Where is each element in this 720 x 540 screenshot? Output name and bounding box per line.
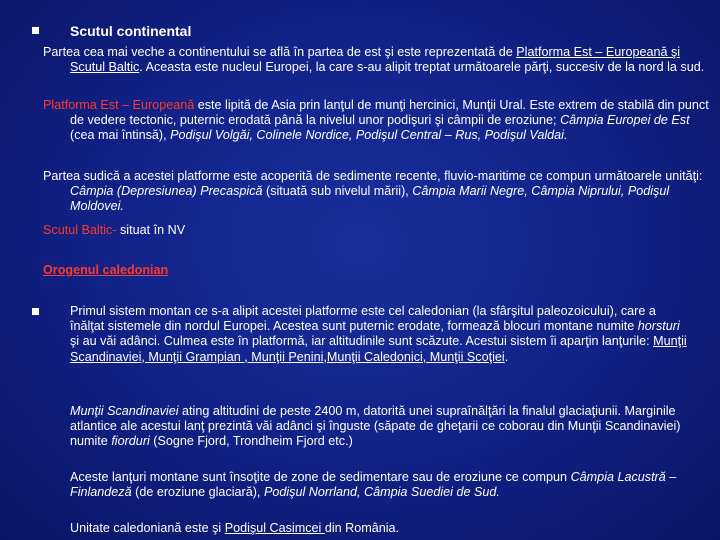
link-munti-caledonieni[interactable]: Munţii Scandinaviei, Munţii Grampian , Munţii Penini,Munţii Caledonici, Munţii Scoţiei [70, 334, 687, 364]
link-podisul-casimcei[interactable]: Podişul Casimcei [224, 521, 325, 535]
link-platforma-scutul[interactable]: Platforma Est – Europeană şi Scutul Baltic [70, 45, 681, 75]
paragraph-scutul-baltic [43, 223, 688, 238]
paragraph-partea-sudica [43, 169, 715, 215]
italic-term: fiorduri [111, 434, 150, 449]
italic-term: Câmpia Europei de Est [560, 113, 690, 128]
italic-term: Munţii Scandinaviei [70, 404, 179, 418]
text-segment: (de eroziune glaciară), [131, 485, 264, 500]
paragraph-podisul-casimcei [70, 521, 690, 536]
text-segment: situat în NV [116, 223, 186, 237]
text-segment: Aceste lanţuri montane sunt însoţite de zone de sedimentare sau de eroziune ce compun [70, 470, 571, 484]
text-segment: din România. [324, 521, 400, 535]
term-scutul-baltic: Scutul Baltic- [43, 223, 117, 237]
text-segment: Unitate caledoniană este şi [70, 521, 225, 535]
text-segment: şi au văi adânci. Culmea este în platformă, iar altitudinile sunt scăzute. Acestui sistem îi aparţin lanţurile: [70, 334, 654, 349]
text-segment: Primul sistem montan ce s-a alipit acestei platforme este cel caledonian (la sfârşitul paleozoicului), care a înălţat sistemele din nordul Europei. Acestea sunt puternic erodate, formează blocuri montane numite [70, 304, 656, 334]
text-segment: Partea sudică a acestei platforme este acoperită de sedimente recente, fluvio-maritime ce compun următoarele unităţi: [43, 169, 703, 183]
italic-term: Câmpia Lacustră – Finlandeză [70, 470, 677, 500]
text-segment: (situată sub nivelul mării), [262, 184, 413, 199]
italic-term: Câmpia Marii Negre, Câmpia Niprului, Podişul Moldovei. [70, 184, 670, 214]
paragraph-muntii-scandinaviei [70, 404, 690, 450]
paragraph-platforma-est-europeana [43, 98, 715, 144]
text-segment: Partea cea mai veche a continentului se află în partea de est şi este reprezentată de [43, 45, 517, 59]
italic-term: Podişul Volgăi, Colinele Nordice, Podişul Central – Rus, Podişul Valdai. [170, 128, 568, 143]
text-segment: . [504, 349, 509, 364]
text-segment: (cea mai întinsă), [70, 128, 171, 143]
section-heading-orogenul-caledonian: Orogenul caledonian [43, 263, 169, 277]
text-segment: (Sogne Fjord, Trondheim Fjord etc.) [149, 434, 353, 449]
bullet-marker [32, 27, 39, 34]
italic-term: horsturi [637, 319, 680, 334]
italic-term: Câmpia (Depresiunea) Precaspică [70, 184, 263, 199]
paragraph-zone-sedimentare [70, 470, 690, 500]
text-segment: ating altitudini de peste 2400 m, datorită unei supraînălţări la finalul glaciaţiunii. Marginile atlantice ale acestui lanţ prezintă văi adânci şi înguste (săpate de gheţarii ce coborau din Munţii Scandinaviei) numite [70, 404, 681, 449]
section-heading-scutul-continental: Scutul continental [70, 23, 192, 39]
paragraph-primul-sistem-montan [70, 304, 690, 365]
paragraph-platforma-intro [43, 45, 715, 75]
text-segment: . Aceasta este nucleul Europei, la care s-au alipit treptat următoarele părţi, succesiv de la nord la sud. [139, 60, 705, 75]
bullet-marker [32, 308, 39, 315]
text-segment: este lipită de Asia prin lanţul de munţi hercinici, Munţii Ural. Este extrem de stabilă din punct de vedere tectonic, puternic erodată până la nivelul unor podişuri şi câmpii de eroziune; [70, 98, 709, 128]
italic-term: Podişul Norrland, Câmpia Suediei de Sud. [263, 485, 500, 500]
term-platforma-est-europeana: Platforma Est – Europeană [43, 98, 195, 112]
